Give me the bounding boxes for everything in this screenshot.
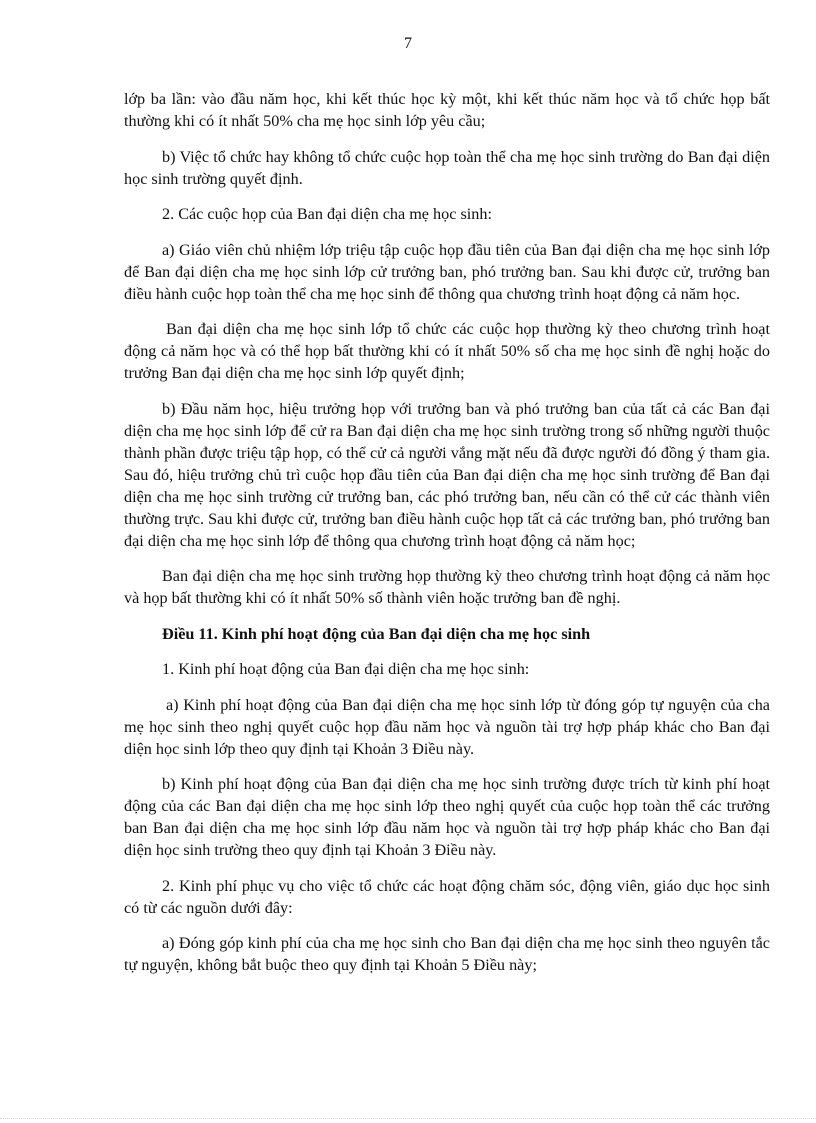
- article-11-heading: Điều 11. Kinh phí hoạt động của Ban đại diện cha mẹ học sinh: [162, 624, 591, 643]
- paragraph-section-1-funding: 1. Kinh phí hoạt động của Ban đại diện cha mẹ học sinh:: [162, 660, 530, 678]
- paragraph-section-2-activity-funding: 2. Kinh phí phục vụ cho việc tổ chức các hoạt động chăm sóc, động viên, giáo dục học sinh có từ các nguồn dưới đây:: [124, 876, 770, 917]
- paragraph-item-a-class-meeting: a) Giáo viên chủ nhiệm lớp triệu tập cuộc họp đầu tiên của Ban đại diện cha mẹ học sinh lớp để Ban đại diện cha mẹ học sinh lớp cử trưởng ban, phó trưởng ban. Sau khi được cử, trưởng ban điều hành cuộc họp toàn thể cha mẹ học sinh để thông qua chương trình hoạt động cả năm học.: [124, 240, 770, 303]
- paragraph-continuation: lớp ba lần: vào đầu năm học, khi kết thúc học kỳ một, khi kết thúc năm học và tổ chức họp bất thường khi có ít nhất 50% cha mẹ học sinh lớp yêu cầu;: [124, 90, 770, 130]
- paragraph-item-b-school-funding: b) Kinh phí hoạt động của Ban đại diện cha mẹ học sinh trường được trích từ kinh phí hoạt động của các Ban đại diện cha mẹ học sinh lớp theo nghị quyết của cuộc họp toàn thể các trưởng ban Ban đại diện cha mẹ học sinh lớp đầu năm học và nguồn tài trợ hợp pháp khác cho Ban đại diện học sinh trường theo quy định tại Khoản 3 Điều này.: [124, 775, 770, 859]
- paragraph-class-regular-meetings: Ban đại diện cha mẹ học sinh lớp tổ chức các cuộc họp thường kỳ theo chương trình hoạt động cả năm học và có thể họp bất thường khi có ít nhất 50% số cha mẹ học sinh đề nghị hoặc do trưởng Ban đại diện cha mẹ học sinh lớp quyết định;: [124, 320, 770, 382]
- page-bottom-divider: [0, 1118, 816, 1119]
- paragraph-school-regular-meetings: Ban đại diện cha mẹ học sinh trường họp thường kỳ theo chương trình hoạt động cả năm học và họp bất thường khi có ít nhất 50% số thành viên hoặc trưởng ban đề nghị.: [124, 567, 770, 607]
- page-body: [124, 88, 770, 990]
- paragraph-item-a-parent-contribution: a) Đóng góp kinh phí của cha mẹ học sinh cho Ban đại diện cha mẹ học sinh theo nguyên tắc tự nguyện, không bắt buộc theo quy định tại Khoản 5 Điều này;: [124, 934, 770, 974]
- paragraph-item-a-class-funding: a) Kinh phí hoạt động của Ban đại diện cha mẹ học sinh lớp từ đóng góp tự nguyện của cha mẹ học sinh theo nghị quyết cuộc họp đầu năm học và nguồn tài trợ hợp pháp khác cho Ban đại diện học sinh lớp theo quy định tại Khoản 3 Điều này.: [124, 695, 770, 758]
- paragraph-item-b-school-meeting: b) Việc tổ chức hay không tổ chức cuộc họp toàn thể cha mẹ học sinh trường do Ban đại diện học sinh trường quyết định.: [124, 147, 770, 188]
- paragraph-item-b-school-board: b) Đầu năm học, hiệu trưởng họp với trưởng ban và phó trưởng ban của tất cả các Ban đại diện cha mẹ học sinh lớp để cử ra Ban đại diện cha mẹ học sinh trường trong số những người thuộc thành phần được triệu tập họp, có thể cử cả người vắng mặt nếu đã được người đó đồng ý tham gia. Sau đó, hiệu trưởng chủ trì cuộc họp đầu tiên của Ban đại diện cha mẹ học sinh trường để Ban đại diện cha mẹ học sinh trường cử trưởng ban, các phó trưởng ban, nếu cần có thể cử các thành viên thường trực. Sau khi được cử, trưởng ban điều hành cuộc họp tất cả các trưởng ban, phó trưởng ban đại diện cha mẹ học sinh lớp để thông qua chương trình hoạt động cả năm học;: [124, 399, 770, 550]
- page-number: 7: [404, 35, 412, 52]
- paragraph-section-2-meetings: 2. Các cuộc họp của Ban đại diện cha mẹ học sinh:: [162, 205, 492, 223]
